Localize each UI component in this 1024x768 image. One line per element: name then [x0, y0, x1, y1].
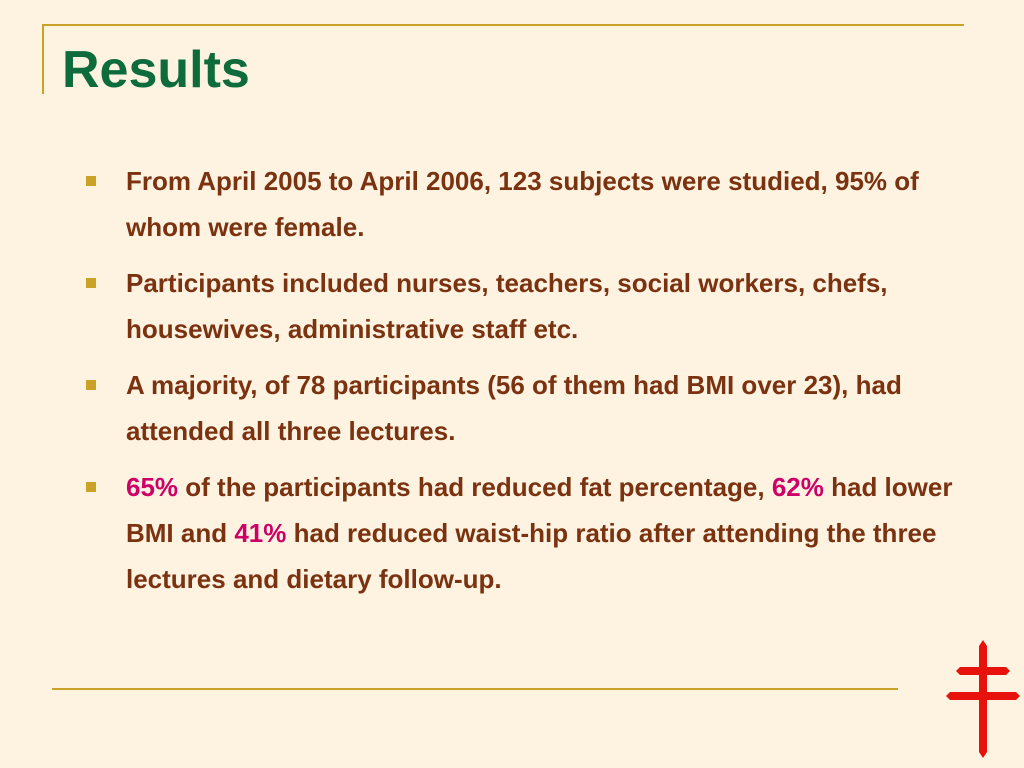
bullet-text: Participants included nurses, teachers, social workers, chefs, housewives, administrative staff etc. [126, 268, 888, 344]
bullet-item [86, 158, 966, 250]
bullet-marker-icon [86, 482, 96, 492]
bullet-item [86, 260, 966, 352]
highlight-percentage: 62% [771, 472, 824, 502]
bullet-list [86, 158, 966, 612]
footer-divider-line [52, 688, 898, 690]
bullet-marker-icon [86, 380, 96, 390]
bullet-marker-icon [86, 176, 96, 186]
title-frame-top-line [42, 24, 964, 26]
bullet-text: From April 2005 to April 2006, 123 subjects were studied, 95% of whom were female. [126, 166, 919, 242]
highlight-percentage: 65% [126, 472, 179, 502]
bullet-text: A majority, of 78 participants (56 of them had BMI over 23), had attended all three lectures. [126, 370, 902, 446]
title-frame-left-line [42, 24, 44, 94]
double-barred-cross-icon [946, 640, 1020, 758]
bullet-text: of the participants had reduced fat percentage, [178, 472, 772, 502]
highlight-percentage: 41% [234, 518, 287, 548]
bullet-item [86, 362, 966, 454]
slide-title: Results [62, 41, 250, 99]
bullet-text: had reduced waist-hip ratio after attending the three lectures and dietary follow-up. [126, 518, 937, 594]
bullet-marker-icon [86, 278, 96, 288]
bullet-item [86, 464, 966, 602]
bullet-text: had lower BMI and [126, 472, 953, 548]
